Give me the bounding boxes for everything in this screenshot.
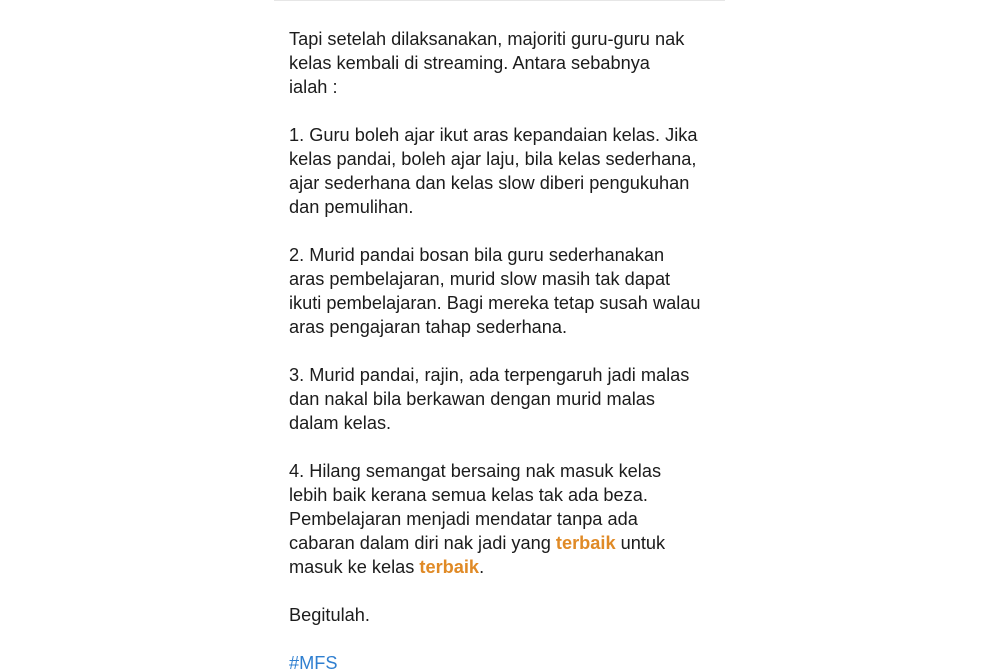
text-line: dalam kelas. xyxy=(289,413,392,433)
highlighted-word: terbaik xyxy=(555,533,616,553)
paragraph-gap xyxy=(289,627,719,651)
text-line: 2. Murid pandai bosan bila guru sederhanakan xyxy=(289,245,665,265)
text-segment: cabaran dalam diri nak jadi yang xyxy=(289,533,556,553)
closing-text: Begitulah. xyxy=(289,605,370,625)
text-line: 4. Hilang semangat bersaing nak masuk kelas xyxy=(289,461,662,481)
text-segment: . xyxy=(479,557,485,577)
text-line: kelas kembali di streaming. Antara sebabnya xyxy=(289,53,650,73)
text-line xyxy=(289,531,719,555)
point-3-paragraph xyxy=(289,363,719,435)
text-line: dan nakal bila berkawan dengan murid malas xyxy=(289,389,655,409)
post-body xyxy=(289,27,719,670)
text-line: 3. Murid pandai, rajin, ada terpengaruh jadi malas xyxy=(289,365,690,385)
text-line: aras pembelajaran, murid slow masih tak dapat xyxy=(289,269,671,289)
text-segment: untuk xyxy=(615,533,666,553)
text-line: ikuti pembelajaran. Bagi mereka tetap susah walau xyxy=(289,293,701,313)
point-4-paragraph xyxy=(289,459,719,579)
hashtag-link[interactable]: #MFS xyxy=(289,653,338,670)
text-line: Tapi setelah dilaksanakan, majoriti guru-guru nak xyxy=(289,29,685,49)
paragraph-gap xyxy=(289,99,719,123)
highlighted-word: terbaik xyxy=(419,557,480,577)
paragraph-gap xyxy=(289,219,719,243)
text-line: ajar sederhana dan kelas slow diberi pengukuhan xyxy=(289,173,690,193)
post-card xyxy=(274,0,725,670)
point-1-paragraph xyxy=(289,123,719,219)
text-line xyxy=(289,555,719,579)
paragraph-gap xyxy=(289,579,719,603)
text-line: kelas pandai, boleh ajar laju, bila kelas sederhana, xyxy=(289,149,697,169)
text-line: 1. Guru boleh ajar ikut aras kepandaian kelas. Jika xyxy=(289,125,698,145)
text-line: lebih baik kerana semua kelas tak ada beza. xyxy=(289,485,648,505)
text-line: Pembelajaran menjadi mendatar tanpa ada xyxy=(289,509,638,529)
text-line: aras pengajaran tahap sederhana. xyxy=(289,317,568,337)
closing-paragraph xyxy=(289,603,719,627)
text-line: ialah : xyxy=(289,77,338,97)
paragraph-gap xyxy=(289,339,719,363)
text-segment: masuk ke kelas xyxy=(289,557,420,577)
point-2-paragraph xyxy=(289,243,719,339)
intro-paragraph xyxy=(289,27,719,99)
text-line: dan pemulihan. xyxy=(289,197,414,217)
paragraph-gap xyxy=(289,435,719,459)
